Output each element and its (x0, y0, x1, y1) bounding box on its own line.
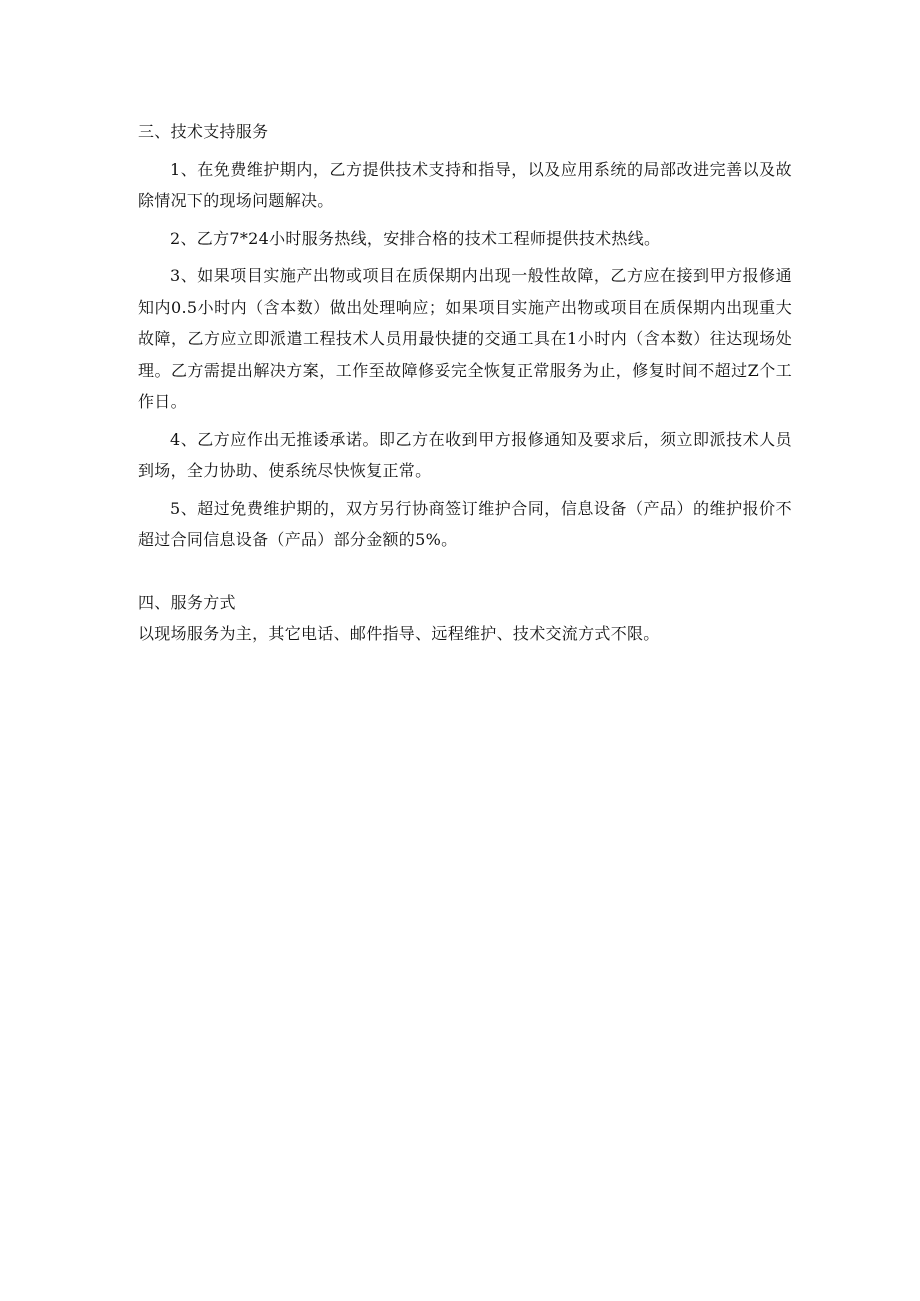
document-content (138, 116, 792, 650)
section-3-item-2: 2、乙方7*24小时服务热线，安排合格的技术工程师提供技术热线。 (170, 228, 661, 248)
section-4-title: 四、服务方式 (138, 592, 236, 612)
section-3-item-3: 3、如果项目实施产出物或项目在质保期内出现一般性故障，乙方应在接到甲方报修通知内0.5小时内（含本数）做出处理响应；如果项目实施产出物或项目在质保期内出现重大故障，乙方应立即派遣工程技术人员用最快捷的交通工具在1小时内（含本数）往达现场处理。乙方需提出解决方案，工作至故障修妥完全恢复正常服务为止，修复时间不超过Z个工作日。 (138, 266, 792, 411)
section-3-item-4: 4、乙方应作出无推诿承诺。即乙方在收到甲方报修通知及要求后，须立即派技术人员到场，全力协助、使系统尽快恢复正常。 (138, 429, 792, 480)
section-3-item-1: 1、在免费维护期内，乙方提供技术支持和指导，以及应用系统的局部改进完善以及故除情况下的现场问题解决。 (138, 159, 792, 210)
section-spacer (138, 556, 792, 587)
section-3-item-5: 5、超过免费维护期的，双方另行协商签订维护合同，信息设备（产品）的维护报价不超过合同信息设备（产品）部分金额的5%。 (138, 498, 792, 549)
section-3-title: 三、技术支持服务 (138, 122, 269, 141)
section-4-body: 以现场服务为主，其它电话、邮件指导、远程维护、技术交流方式不限。 (138, 624, 660, 643)
